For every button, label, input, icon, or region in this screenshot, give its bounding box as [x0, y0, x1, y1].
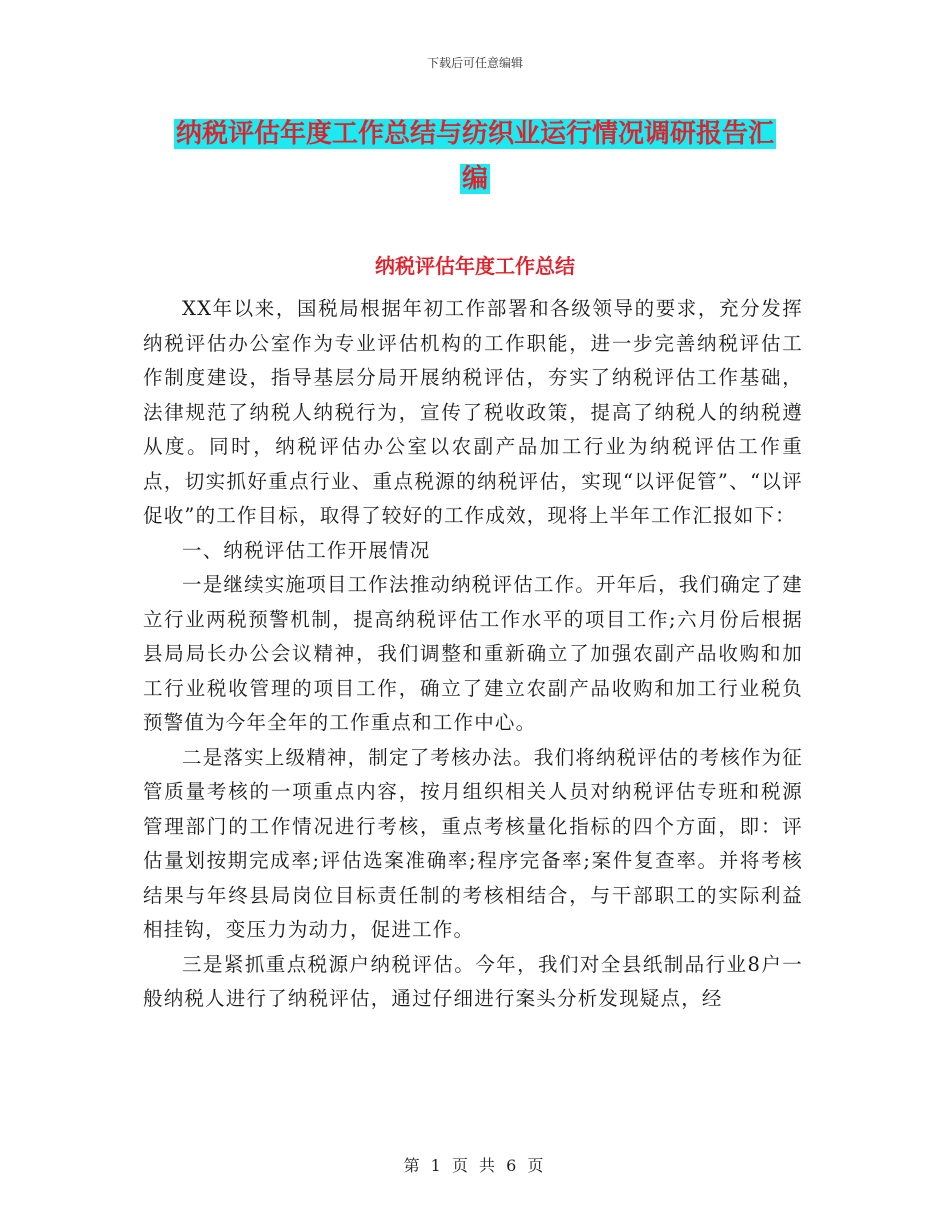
document-title-line-2: 编 [461, 164, 488, 194]
paragraph: 二是落实上级精神，制定了考核办法。我们将纳税评估的考核作为征管质量考核的一项重点内容，按月组织相关人员对纳税评估专班和税源管理部门的工作情况进行考核，重点考核量化指标的四个方面，即：评估量划按期完成率;评估选案准确率;程序完备率;案件复查率。并将考核结果与年终县局岗位目标责任制的考核相结合，与干部职工的实际利益相挂钩，变压力为动力，促进工作。 [143, 745, 804, 941]
document-title [0, 112, 950, 202]
paragraph: 三是紧抓重点税源户纳税评估。今年，我们对全县纸制品行业8户一般纳税人进行了纳税评估，通过仔细进行案头分析发现疑点，经 [143, 952, 803, 1010]
paragraph: 一、纳税评估工作开展情况 [182, 538, 431, 562]
paragraph: 一是继续实施项目工作法推动纳税评估工作。开年后，我们确定了建立行业两税预警机制，提高纳税评估工作水平的项目工作;六月份后根据县局局长办公会议精神，我们调整和重新确立了加强农副产品收购和加工行业税收管理的项目工作，确立了建立农副产品收购和加工行业税负预警值为今年全年的工作重点和工作中心。 [143, 573, 804, 734]
document-title-line-1: 纳税评估年度工作总结与纺织业运行情况调研报告汇 [175, 119, 774, 149]
page-header-note: 下载后可任意编辑 [426, 56, 523, 70]
page-number: 第 1 页 共 6 页 [403, 1156, 547, 1175]
document-body [143, 292, 803, 1017]
section-title: 纳税评估年度工作总结 [375, 254, 575, 278]
paragraph: XX年以来，国税局根据年初工作部署和各级领导的要求，充分发挥纳税评估办公室作为专业评估机构的工作职能，进一步完善纳税评估工作制度建设，指导基层分局开展纳税评估，夯实了纳税评估工作基础，法律规范了纳税人纳税行为，宣传了税收政策，提高了纳税人的纳税遵从度。同时，纳税评估办公室以农副产品加工行业为纳税评估工作重点，切实抓好重点行业、重点税源的纳税评估，实现“以评促管”、“以评促收”的工作目标，取得了较好的工作成效，现将上半年工作汇报如下： [143, 297, 803, 527]
